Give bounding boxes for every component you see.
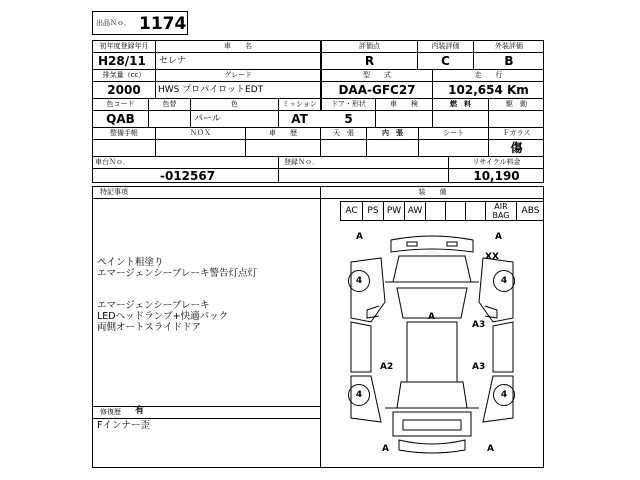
score-label: 評価点 [359,42,380,50]
car-diagram [321,222,543,467]
door-label: ドア・形状 [331,100,366,108]
inspection-label: 車 検 [390,100,418,108]
recycle-label: リサイクル料金 [472,158,521,166]
equipment-grid [340,201,544,221]
car-name-label: 車 名 [224,42,252,50]
model-label: 型 式 [363,71,391,79]
damage-mark: A [428,312,435,322]
chassis-value: -012567 [160,169,216,183]
equipment-aw: AW [404,202,425,220]
tire-mark-rear-right: 4 [493,384,515,406]
mission-value: AT [291,112,308,126]
damage-mark: A [382,444,389,454]
displacement-label: 排気量（cc） [102,71,146,79]
nox-label: ＮＯＸ [190,129,211,137]
repair-value: 有 [135,406,145,416]
grade-label: グレード [224,71,252,79]
interior-grade-value: C [441,54,450,68]
equipment-pw: PW [383,202,404,220]
equipment-slot [445,202,465,220]
equipment-label: 装 備 [418,188,447,196]
interior-grade-label: 内装評価 [431,42,460,50]
damage-mark: A [495,232,502,242]
equipment-abs: ABS [516,202,544,220]
remark-line: 両側オートスライドドア [97,322,201,333]
damage-mark: A3 [472,362,486,372]
history-label: 車 歴 [269,129,297,137]
exterior-grade-value: B [504,54,514,68]
tire-mark-front-right: 4 [493,270,515,292]
displacement-value: 2000 [107,83,141,97]
equipment-slot [425,202,445,220]
remark-line: LEDヘッドランプ+快適パック [97,311,229,322]
interior-trim-label: 内 張 [382,129,403,137]
lot-number-box [92,11,188,35]
repair-label: 修復歴 [100,408,121,416]
score-value: R [364,54,375,68]
exterior-grade-label: 外装評価 [495,42,523,50]
color-code-label: 色コード [106,100,135,108]
damage-mark: A [487,444,494,454]
lot-number-label: 出品Ｎｏ． [96,19,131,27]
color-change-label: 色替 [162,100,177,108]
mileage-value: 102,654 Km [448,83,529,97]
year-value: H28/11 [98,54,146,68]
repair-note: Fインナー歪 [97,420,150,431]
fglass-label: Ｆガラス [502,129,531,137]
drive-label: 駆 動 [506,100,527,108]
door-value: 5 [344,112,353,126]
remark-line: エマージェンシーブレーキ警告灯点灯 [97,268,258,279]
model-value: DAA-GFC27 [338,83,416,97]
mission-label: ミッション [282,100,317,108]
damage-mark: A3 [472,320,486,330]
fuel-label: 燃 料 [450,100,471,108]
ceiling-label: 天 張 [333,129,354,137]
manual-label: 整備手帳 [110,129,138,137]
tire-mark-rear-left: 4 [348,384,370,406]
chassis-label: 車台Ｎｏ． [95,158,130,166]
lot-number-value: 1174 [139,14,187,34]
equipment-airbag: AIR BAG [485,202,516,220]
mileage-label: 走 行 [474,71,503,79]
damage-mark: A [356,232,363,242]
fglass-value: 傷 [510,141,523,155]
damage-mark: XX [485,252,499,262]
color-label: 色 [231,100,238,108]
year-label: 初年度登録年月 [99,42,149,50]
seat-label: シート [443,129,464,137]
grade-value: HWS プロパイロットEDT [158,85,264,95]
remark-line: エマージェンシーブレーキ [97,300,210,311]
damage-mark: A2 [380,362,394,372]
car-name-value: セレナ [159,56,187,66]
recycle-value: 10,190 [473,169,520,183]
tire-mark-front-left: 4 [348,270,370,292]
equipment-ps: PS [362,202,383,220]
equipment-slot [465,202,485,220]
remarks-label: 特記事項 [100,188,128,196]
equipment-ac: AC [345,206,358,216]
registration-label: 登録Ｎｏ． [284,158,319,166]
remark-line: ペイント粗塗り [97,257,164,268]
color-code-value: QAB [106,112,135,126]
color-value: パール [194,114,221,124]
